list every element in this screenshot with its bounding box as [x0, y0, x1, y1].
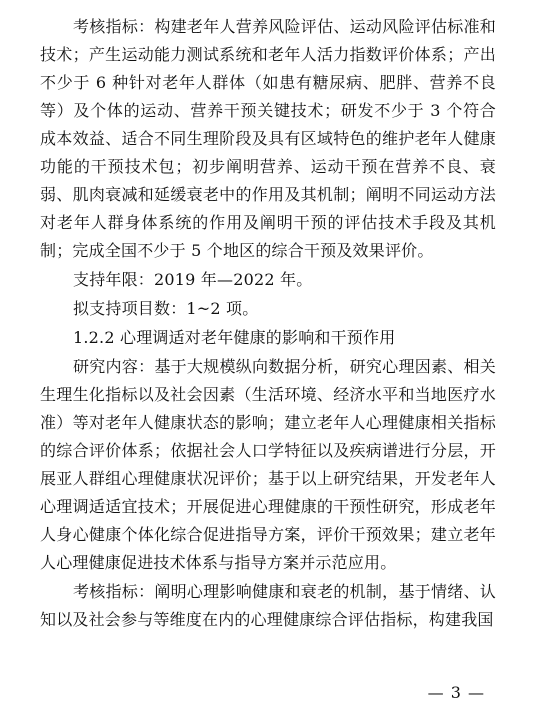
- section-heading: 1.2.2 心理调适对老年健康的影响和干预作用: [73, 328, 396, 347]
- document-body: [40, 13, 496, 635]
- support-period-paragraph: 支持年限：2019 年—2022 年。: [73, 270, 313, 289]
- research-content-paragraph: 研究内容：基于大规模纵向数据分析，研究心理因素、相关生理生化指标以及社会因素（生活环境、经济水平和当地医疗水准）等对老年人健康状态的影响；建立老年人心理健康相关指标的综合评价体系；依据社会人口学特征以及疾病谱进行分层，开展亚人群组心理健康状况评价；基于以上研究结果，开发老年人心理调适适宜技术；开展促进心理健康的干预性研究，形成老年人身心健康个体化综合促进指导方案，评价干预效果；建立老年人心理健康促进技术体系与指导方案并示范应用。: [40, 357, 496, 572]
- project-count-paragraph: 拟支持项目数：1~2 项。: [73, 299, 259, 318]
- page-number: — 3 —: [427, 683, 485, 702]
- assessment-indicators-paragraph: 考核指标：构建老年人营养风险评估、运动风险评估标准和技术；产生运动能力测试系统和老年人活力指数评价体系；产出不少于 6 种针对老年人群体（如患有糖尿病、肥胖、营养不良等）及个体的运动、营养干预关键技术；研发不少于 3 个符合成本效益、适合不同生理阶段及具有区域特色的维护老年人健康功能的干预技术包；初步阐明营养、运动干预在营养不良、衰弱、肌肉衰减和延缓衰老中的作用及其机制；阐明不同运动方法对老年人群身体系统的作用及阐明干预的评估技术手段及其机制；完成全国不少于 5 个地区的综合干预及效果评价。: [40, 17, 496, 260]
- assessment-indicators-paragraph-2: 考核指标：阐明心理影响健康和衰老的机制，基于情绪、认知以及社会参与等维度在内的心理健康综合评估指标，构建我国: [40, 582, 496, 629]
